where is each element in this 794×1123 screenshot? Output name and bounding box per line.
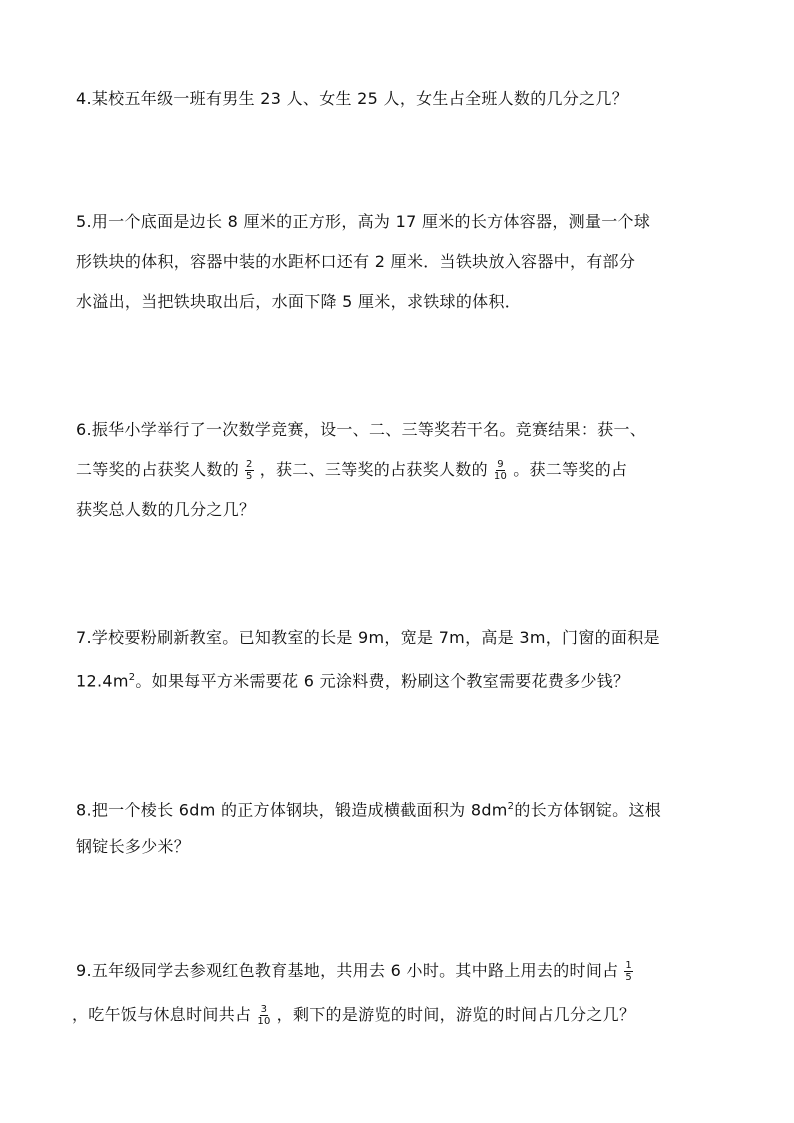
q4-line-1: 4.某校五年级一班有男生 23 人、女生 25 人，女生占全班人数的几分之几？ bbox=[76, 89, 629, 108]
denominator: 10 bbox=[257, 1016, 271, 1027]
q5-line-1: 5.用一个底面是边长 8 厘米的正方形，高为 17 厘米的长方体容器，测量一个球 bbox=[76, 212, 651, 231]
q8-text-a: 8.把一个棱长 6dm 的正方体钢块，锻造成横截面积为 8dm bbox=[76, 800, 508, 820]
q6-text-a: 二等奖的占获奖人数的 bbox=[76, 460, 240, 479]
q5-line-2: 形铁块的体积，容器中装的水距杯口还有 2 厘米．当铁块放入容器中，有部分 bbox=[76, 252, 636, 271]
denominator: 5 bbox=[625, 972, 633, 983]
numerator: 3 bbox=[260, 1004, 268, 1015]
numerator: 2 bbox=[246, 459, 253, 470]
q8-text-b: 的长方体钢锭。这根 bbox=[514, 800, 662, 820]
q5-line-3: 水溢出，当把铁块取出后，水面下降 5 厘米，求铁球的体积． bbox=[76, 292, 522, 311]
q9-text-a: 9.五年级同学去参观红色教育基地，共用去 6 小时。其中路上用去的时间占 bbox=[76, 961, 619, 980]
q8-line-2: 钢锭长多少米？ bbox=[76, 837, 191, 856]
superscript: 2 bbox=[507, 801, 515, 812]
superscript: 2 bbox=[128, 672, 136, 683]
q8-line-1 bbox=[76, 795, 661, 822]
q9-line-1 bbox=[76, 959, 639, 983]
q6-line-3: 获奖总人数的几分之几？ bbox=[76, 500, 256, 519]
q6-line-2 bbox=[76, 458, 627, 482]
q7-text-a: 12.4m bbox=[76, 671, 129, 691]
q9-text-b: ，吃午饭与休息时间共占 bbox=[72, 1005, 252, 1024]
q6-line-1: 6.振华小学举行了一次数学竞赛，设一、二、三等奖若干名。竞赛结果：获一、 bbox=[76, 420, 647, 439]
q9-text-c: ，剩下的是游览的时间，游览的时间占几分之几？ bbox=[276, 1005, 636, 1024]
q7-line-2 bbox=[76, 666, 629, 693]
denominator: 10 bbox=[493, 471, 508, 482]
fraction-9-10 bbox=[494, 459, 507, 482]
denominator: 5 bbox=[246, 471, 253, 482]
q7-text-b: 。如果每平方米需要花 6 元涂料费，粉刷这个教室需要花费多少钱？ bbox=[135, 671, 630, 691]
numerator: 9 bbox=[497, 459, 504, 470]
q6-text-b: ，获二、三等奖的占获奖人数的 bbox=[259, 460, 488, 479]
q6-text-c: 。获二等奖的占 bbox=[513, 460, 628, 479]
numerator: 1 bbox=[625, 960, 633, 971]
fraction-3-10 bbox=[257, 1004, 270, 1027]
fraction-1-5 bbox=[624, 960, 633, 983]
fraction-2-5 bbox=[245, 459, 254, 482]
q7-line-1: 7.学校要粉刷新教室。已知教室的长是 9m，宽是 7m，高是 3m，门窗的面积是 bbox=[76, 628, 660, 647]
q9-line-2 bbox=[72, 1003, 635, 1027]
